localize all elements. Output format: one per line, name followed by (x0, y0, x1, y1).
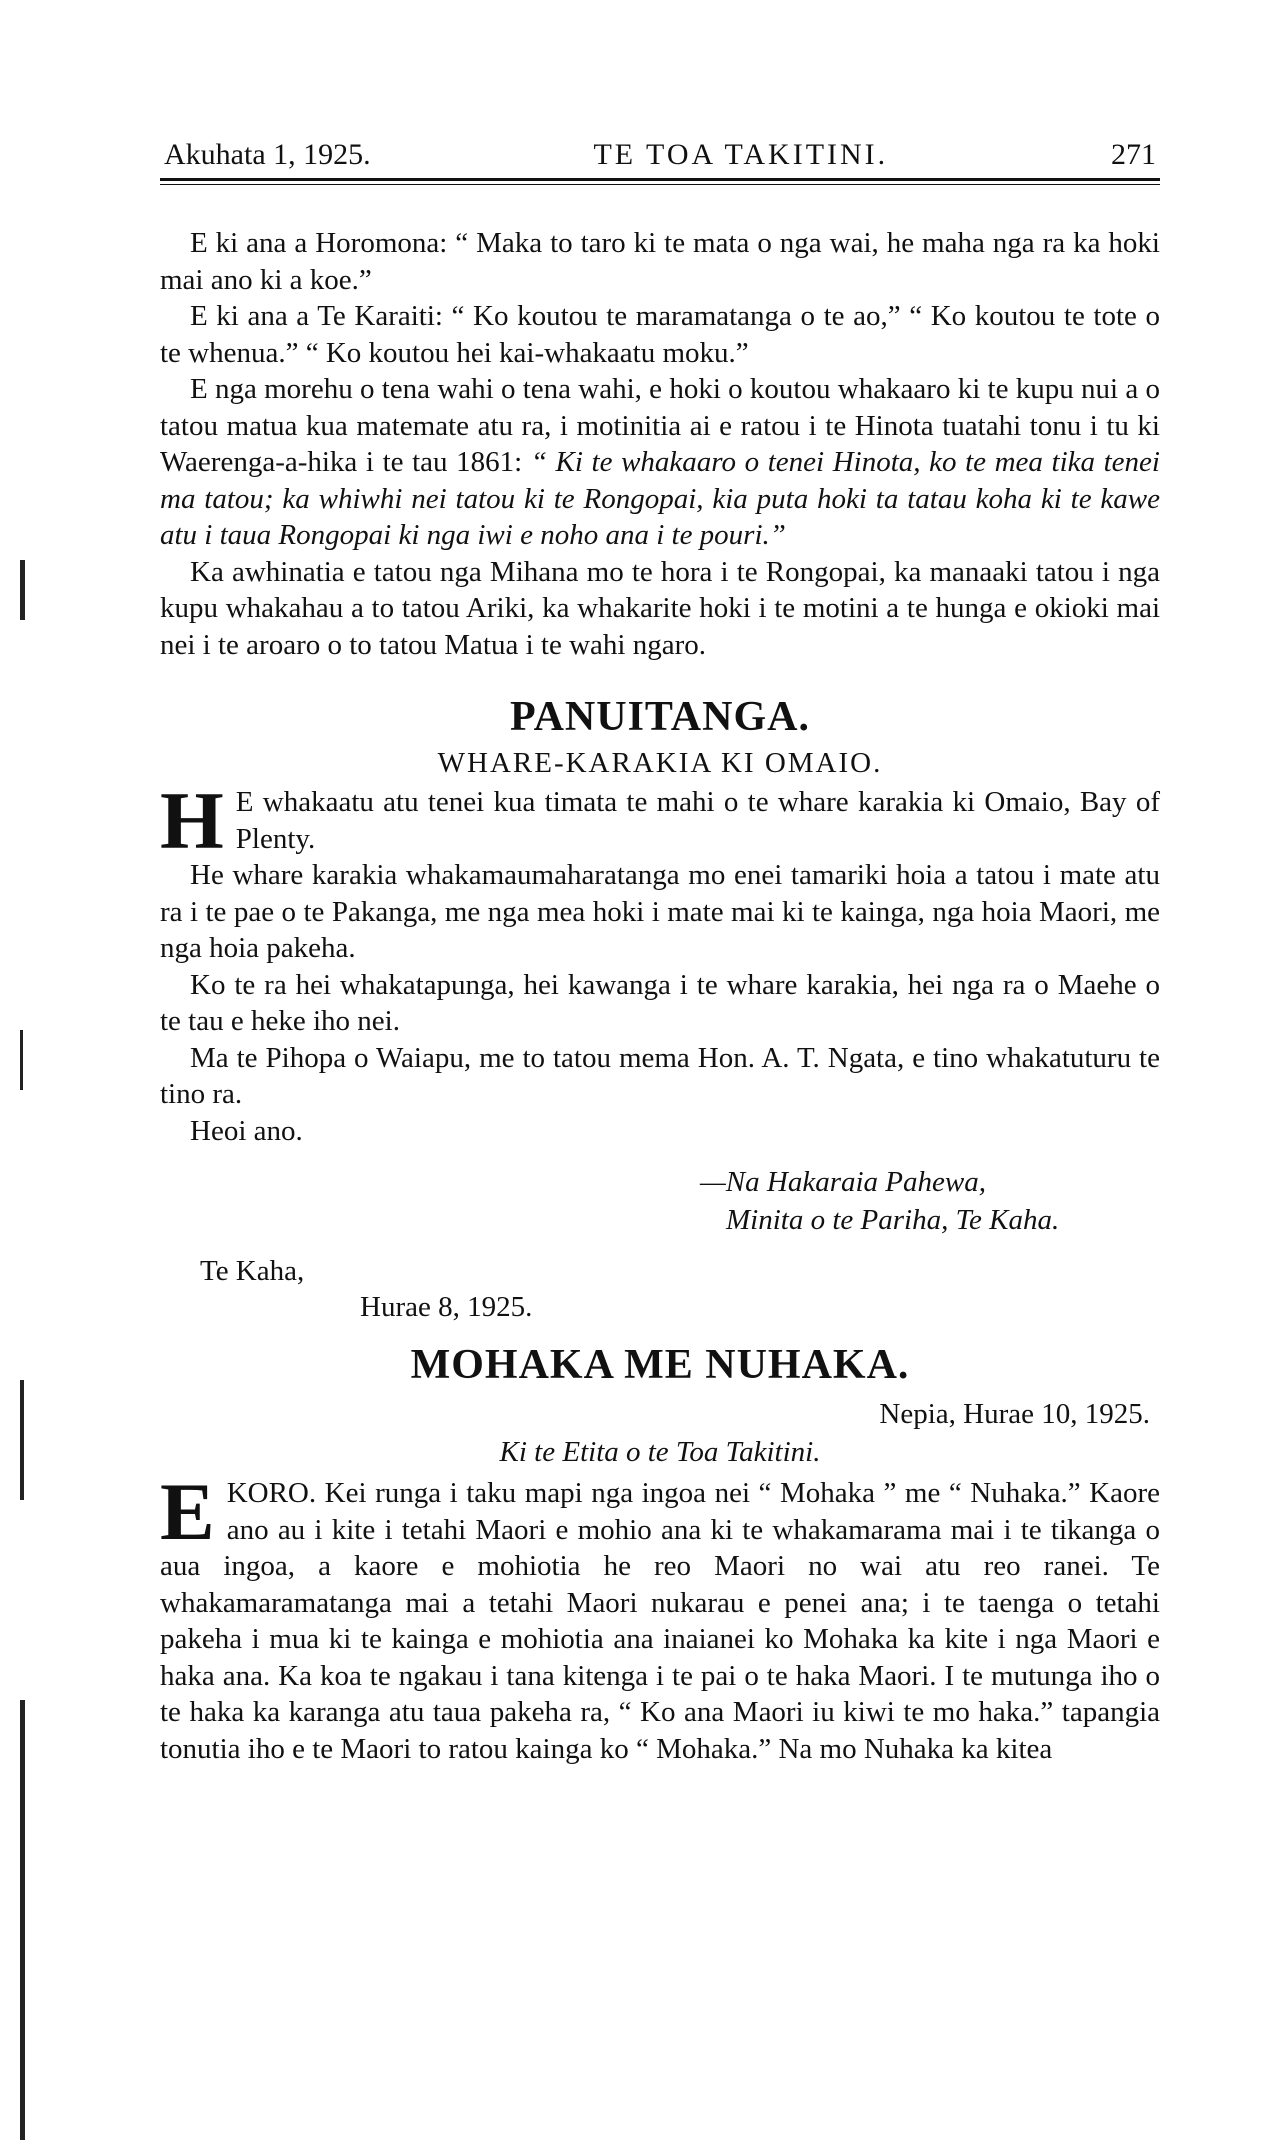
paragraph: He whare karakia whakamaumaharatanga mo enei tamariki hoia a tatou i mate atu ra i te pae o te Pakanga, me nga mea hoki i mate mai ki te kainga, nga hoia Maori, me nga hoia pakeha. (160, 859, 1160, 964)
paragraph: Ko te ra hei whakatapunga, hei kawanga i te whare karakia, hei nga ra o Maehe o te tau e heke iho nei. (160, 968, 1160, 1037)
section-subheading: WHARE-KARAKIA KI OMAIO. (437, 747, 883, 779)
page-number: 271 (1110, 138, 1156, 171)
running-header (160, 138, 1160, 172)
section-heading: PANUITANGA. (510, 694, 810, 740)
page-edge-mark (20, 1380, 24, 1500)
letter-body (160, 1466, 1160, 1767)
journal-title: TE TOA TAKITINI. (593, 138, 889, 171)
paragraph: Ka awhinatia e tatou nga Mihana mo te hora i te Rongopai, ka manaaki tatou i nga kupu whakahau a to tatou Ariki, ka whakarite hoki i te motini a te hunga e okioki mai nei i te aroaro o to tatou Matua i te wahi ngaro. (160, 555, 1160, 661)
paragraph: E ki ana a Te Karaiti: “ Ko koutou te maramatanga o te ao,” “ Ko koutou te tote o te whenua.” “ Ko koutou hei kai-whakaatu moku.” (160, 300, 1160, 369)
paragraph-text: KORO. Kei runga i taku mapi nga ingoa nei “ Mohaka ” me “ Nuhaka.” Kaore ano au i kite i tetahi Maori e mohio ana ki te whakamarama mai i te tikanga o aua ingoa, a kaore e mohiotia he reo Maori no wai atu reo ranei. Te whakamaramatanga mai a tetahi Maori nukarau e penei ana; i te taenga o tetahi pakeha i mua ki te kainga e mohiotia ana inaianei ko Mohaka ka kite i nga Maori e haka ana. Ka koa te ngakau i tana kitenga i te pai o te haka Maori. I te mutunga iho o te haka ka karanga atu taua pakeha ra, “ Ko ana Maori iu kiwi te mo haka.” tapangia tonutia iho e te Maori to ratou kainga ko “ Mohaka.” Na mo Nuhaka ka kitea (160, 1477, 1160, 1765)
paragraph-text: E nga morehu o tena wahi o tena wahi, e hoki o koutou whakaaro ki te kupu nui a o tatou matua kua matemate atu ra, i motinitia ai e ratou i te Hinota tuatahi tonu i tu ki Waerenga-a-hika i te tau 1861: (160, 373, 1160, 478)
signature (700, 1163, 1160, 1239)
header-rule-thin (160, 184, 1160, 185)
paragraph: Ma te Pihopa o Waiapu, me to tatou mema Hon. A. T. Ngata, e tino whakatuturu te tino ra. (160, 1041, 1160, 1110)
place: Te Kaha, (200, 1255, 305, 1287)
place-date (160, 1253, 1160, 1325)
letter-address: Ki te Etita o te Toa Takitini. (499, 1436, 821, 1468)
opening-section (160, 225, 1160, 663)
synod-quote: “ Ki te whakaaro o tenei Hinota, ko te mea tika tenei ma tatou; ka whiwhi nei tatou ki te Rongopai, kia puta hoki ta tatau koha ki te kawe atu i taua Rongopai ki nga iwi e noho ana i te pouri.” (160, 446, 1160, 551)
header-rule (160, 178, 1160, 181)
paragraph (160, 371, 1160, 554)
header-date: Akuhata 1, 1925. (164, 138, 371, 171)
page-edge-mark (20, 1700, 25, 2140)
letter-section (160, 1341, 1160, 1767)
notice-section (160, 693, 1160, 1325)
paragraph-text: E whakaatu atu tenei kua timata te mahi o te whare karakia ki Omaio, Bay of Plenty. (235, 786, 1160, 855)
date: Hurae 8, 1925. (360, 1291, 533, 1323)
page (160, 138, 1160, 1767)
drop-cap: H (160, 775, 224, 866)
page-edge-mark (20, 1030, 23, 1090)
first-paragraph (160, 775, 1160, 866)
paragraph: Heoi ano. (190, 1114, 303, 1147)
signature-name: —Na Hakaraia Pahewa, (700, 1166, 986, 1198)
section-heading: MOHAKA ME NUHAKA. (410, 1342, 910, 1388)
paragraph: E ki ana a Horomona: “ Maka to taro ki te mata o nga wai, he maha nga ra ka hoki mai ano ki a koe.” (160, 227, 1160, 296)
signature-title: Minita o te Pariha, Te Kaha. (726, 1204, 1060, 1236)
page-edge-mark (20, 560, 25, 620)
letter-dateline: Nepia, Hurae 10, 1925. (879, 1398, 1150, 1430)
drop-cap: E (160, 1466, 215, 1557)
